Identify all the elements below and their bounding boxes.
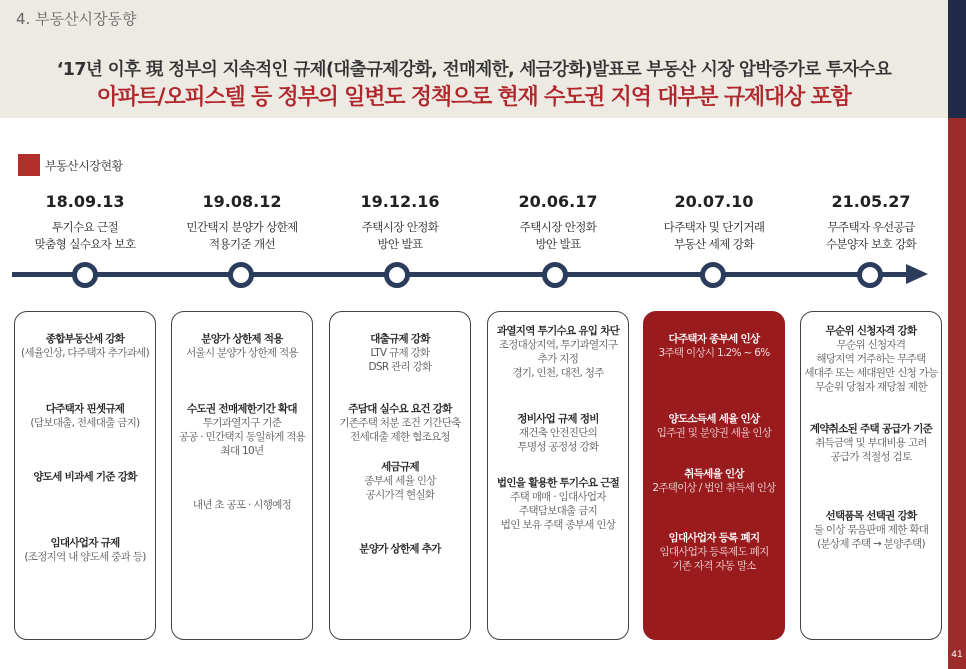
section-label: 4. 부동산시장동향 — [16, 10, 137, 28]
side-bar-red — [948, 118, 966, 669]
policy-item-title: 선택품목 선택권 강화 — [825, 510, 917, 522]
headline-line-2: 아파트/오피스텔 등 정부의 일변도 정책으로 현재 수도권 지역 대부분 규제대상 포함 — [97, 85, 851, 110]
legend-label: 부동산시장현황 — [45, 158, 123, 173]
policy-item-title: 취득세율 인상 — [684, 468, 744, 480]
policy-item — [801, 324, 941, 394]
policy-card — [329, 311, 471, 640]
timeline-description-line: 민간택지 분양가 상한제 — [186, 220, 298, 234]
policy-card — [171, 311, 313, 640]
timeline-description — [487, 219, 629, 253]
policy-item — [644, 412, 784, 440]
policy-item-detail: 투명성 공정성 강화 — [517, 441, 599, 453]
policy-item — [644, 531, 784, 573]
policy-item — [488, 324, 628, 380]
legend-square-icon — [18, 154, 40, 176]
timeline-description-line: 무주택자 우선공급 — [827, 220, 915, 234]
policy-item-title: 정비사업 규제 정비 — [517, 413, 599, 425]
policy-item — [330, 460, 470, 502]
policy-item-detail: 기존 자격 자동 말소 — [672, 560, 756, 572]
timeline-date: 19.08.12 — [202, 192, 282, 211]
policy-item-title: 분양가 상한제 적용 — [201, 333, 283, 345]
policy-item-detail: 전세대출 제한 협조요청 — [350, 431, 450, 443]
policy-item-detail: 3주택 이상시 1.2% ~ 6% — [658, 347, 770, 359]
policy-item-title: 대출규제 강화 — [370, 333, 430, 345]
policy-item — [330, 402, 470, 444]
timeline-description — [171, 219, 313, 253]
policy-item-detail: DSR 관리 강화 — [368, 361, 432, 373]
policy-item — [330, 332, 470, 374]
timeline-node-icon — [384, 262, 410, 288]
timeline-node-icon — [857, 262, 883, 288]
policy-item-detail: LTV 규제 강화 — [370, 347, 430, 359]
timeline-description-line: 주택시장 안정화 — [519, 220, 597, 234]
timeline-description-line: 수분양자 보호 강화 — [825, 237, 917, 251]
policy-item-detail: 서울시 분양가 상한제 적용 — [186, 347, 298, 359]
policy-item-detail: 세대주 또는 세대원만 신청 가능 — [804, 367, 938, 379]
timeline-node-icon — [700, 262, 726, 288]
policy-item — [172, 498, 312, 512]
timeline-date: 20.06.17 — [518, 192, 598, 211]
policy-item — [172, 332, 312, 360]
policy-item-title: 과열지역 투기수요 유입 차단 — [496, 325, 620, 337]
policy-card — [800, 311, 942, 640]
policy-item-detail: (세율인상, 다주택자 추가과세) — [20, 347, 150, 359]
policy-item-detail: 주택 매매 · 임대사업자 — [510, 491, 606, 503]
timeline-description-line: 적용기준 개선 — [208, 237, 276, 251]
page-number: 41 — [951, 650, 963, 660]
policy-item — [15, 402, 155, 430]
policy-item-detail: 추가 지정 — [537, 353, 579, 365]
policy-item-title: 다주택자 핀셋규제 — [45, 403, 125, 415]
headline-line-1: ‘17년 이후 現 정부의 지속적인 규제(대출규제강화, 전매제한, 세금강화)발표로 부동산 시장 압박증가로 투자수요 — [56, 60, 892, 80]
policy-item-detail: 경기, 인천, 대전, 청주 — [512, 367, 604, 379]
policy-item-title: 다주택자 종부세 인상 — [668, 333, 760, 345]
policy-item-title: 주담대 실수요 요건 강화 — [348, 403, 452, 415]
policy-item-title: 양도세 비과세 기준 강화 — [33, 471, 137, 483]
policy-item-detail: 법인 보유 주택 종부세 인상 — [500, 519, 616, 531]
policy-item — [801, 509, 941, 551]
policy-item — [488, 476, 628, 532]
policy-item-detail: 종부세 세율 인상 — [364, 475, 436, 487]
policy-item-title: 무순위 신청자격 강화 — [825, 325, 917, 337]
timeline-description-line: 맞춤형 실수요자 보호 — [34, 237, 136, 251]
policy-item — [644, 467, 784, 495]
policy-item-title: 종합부동산세 강화 — [45, 333, 125, 345]
policy-item — [330, 542, 470, 556]
policy-item-title: 계약취소된 주택 공급가 기준 — [809, 423, 933, 435]
policy-item — [644, 332, 784, 360]
policy-item — [172, 402, 312, 458]
timeline-date: 20.07.10 — [674, 192, 754, 211]
policy-item-detail: 무순위 신청자격 — [836, 339, 906, 351]
policy-item-title: 법인을 활용한 투기수요 근절 — [496, 477, 620, 489]
timeline-arrow-icon — [906, 264, 928, 284]
timeline-node-icon — [228, 262, 254, 288]
policy-item-title: 임대사업자 등록 폐지 — [668, 532, 760, 544]
policy-item — [15, 536, 155, 564]
policy-item — [15, 470, 155, 484]
policy-item-detail: 해당지역 거주하는 무주택 — [816, 353, 926, 365]
timeline-description-line: 방안 발표 — [377, 237, 423, 251]
policy-item-title: 임대사업자 규제 — [50, 537, 120, 549]
policy-item-title: 세금규제 — [381, 461, 419, 473]
side-bar-navy — [948, 0, 966, 118]
policy-item-detail: 공시가격 현실화 — [365, 489, 435, 501]
header-band — [0, 0, 948, 118]
timeline-date: 18.09.13 — [45, 192, 125, 211]
policy-item-detail: 무순위 당첨자 재당첨 제한 — [815, 381, 927, 393]
policy-item-detail: 조정대상지역, 투기과열지구 — [498, 339, 618, 351]
timeline-description — [643, 219, 785, 253]
policy-item-detail: 기존주택 처분 조건 기간단축 — [339, 417, 461, 429]
policy-item-detail: 내년 초 공포 · 시행예정 — [192, 499, 292, 511]
policy-item-detail: (담보대출, 전세대출 금지) — [30, 417, 140, 429]
policy-item-detail: 최대 10년 — [220, 445, 264, 457]
policy-card — [487, 311, 629, 640]
timeline-description — [800, 219, 942, 253]
policy-item-detail: 투기과열지구 기준 — [202, 417, 282, 429]
timeline-description-line: 방안 발표 — [535, 237, 581, 251]
timeline-description-line: 투기수요 근절 — [51, 220, 119, 234]
policy-item-title: 수도권 전매제한기간 확대 — [187, 403, 297, 415]
timeline-description-line: 주택시장 안정화 — [361, 220, 439, 234]
policy-item-title: 양도소득세 세율 인상 — [668, 413, 760, 425]
policy-item-detail: 취득금액 및 부대비용 고려 — [815, 437, 927, 449]
policy-item-detail: 2주택이상 / 법인 취득세 인상 — [652, 482, 776, 494]
policy-item — [488, 412, 628, 454]
policy-item-detail: 재건축 안전진단의 — [518, 427, 598, 439]
timeline-description — [329, 219, 471, 253]
timeline-description-line: 다주택자 및 단기거래 — [663, 220, 765, 234]
policy-card — [14, 311, 156, 640]
policy-card — [643, 311, 785, 640]
policy-item-detail: 둘 이상 묶음판매 제한 확대 — [813, 524, 929, 536]
policy-item-detail: 입주권 및 분양권 세율 인상 — [656, 427, 772, 439]
policy-item-detail: 공급가 적절성 검토 — [830, 451, 912, 463]
policy-item-detail: 공공 · 민간택지 동일하게 적용 — [178, 431, 306, 443]
policy-item — [801, 422, 941, 464]
policy-item — [15, 332, 155, 360]
policy-item-title: 분양가 상한제 추가 — [359, 543, 441, 555]
policy-item-detail: (분상제 주택 → 분양주택) — [817, 538, 925, 550]
timeline-description-line: 부동산 세제 강화 — [674, 237, 754, 251]
timeline-node-icon — [542, 262, 568, 288]
timeline-line — [12, 272, 912, 277]
legend — [18, 154, 123, 176]
timeline-date: 19.12.16 — [360, 192, 440, 211]
policy-item-detail: (조정지역 내 양도세 중과 등) — [24, 551, 146, 563]
policy-item-detail: 임대사업자 등록제도 폐지 — [659, 546, 769, 558]
timeline-node-icon — [72, 262, 98, 288]
policy-item-detail: 주택담보대출 금지 — [518, 505, 598, 517]
timeline-date: 21.05.27 — [831, 192, 911, 211]
timeline-description — [14, 219, 156, 253]
